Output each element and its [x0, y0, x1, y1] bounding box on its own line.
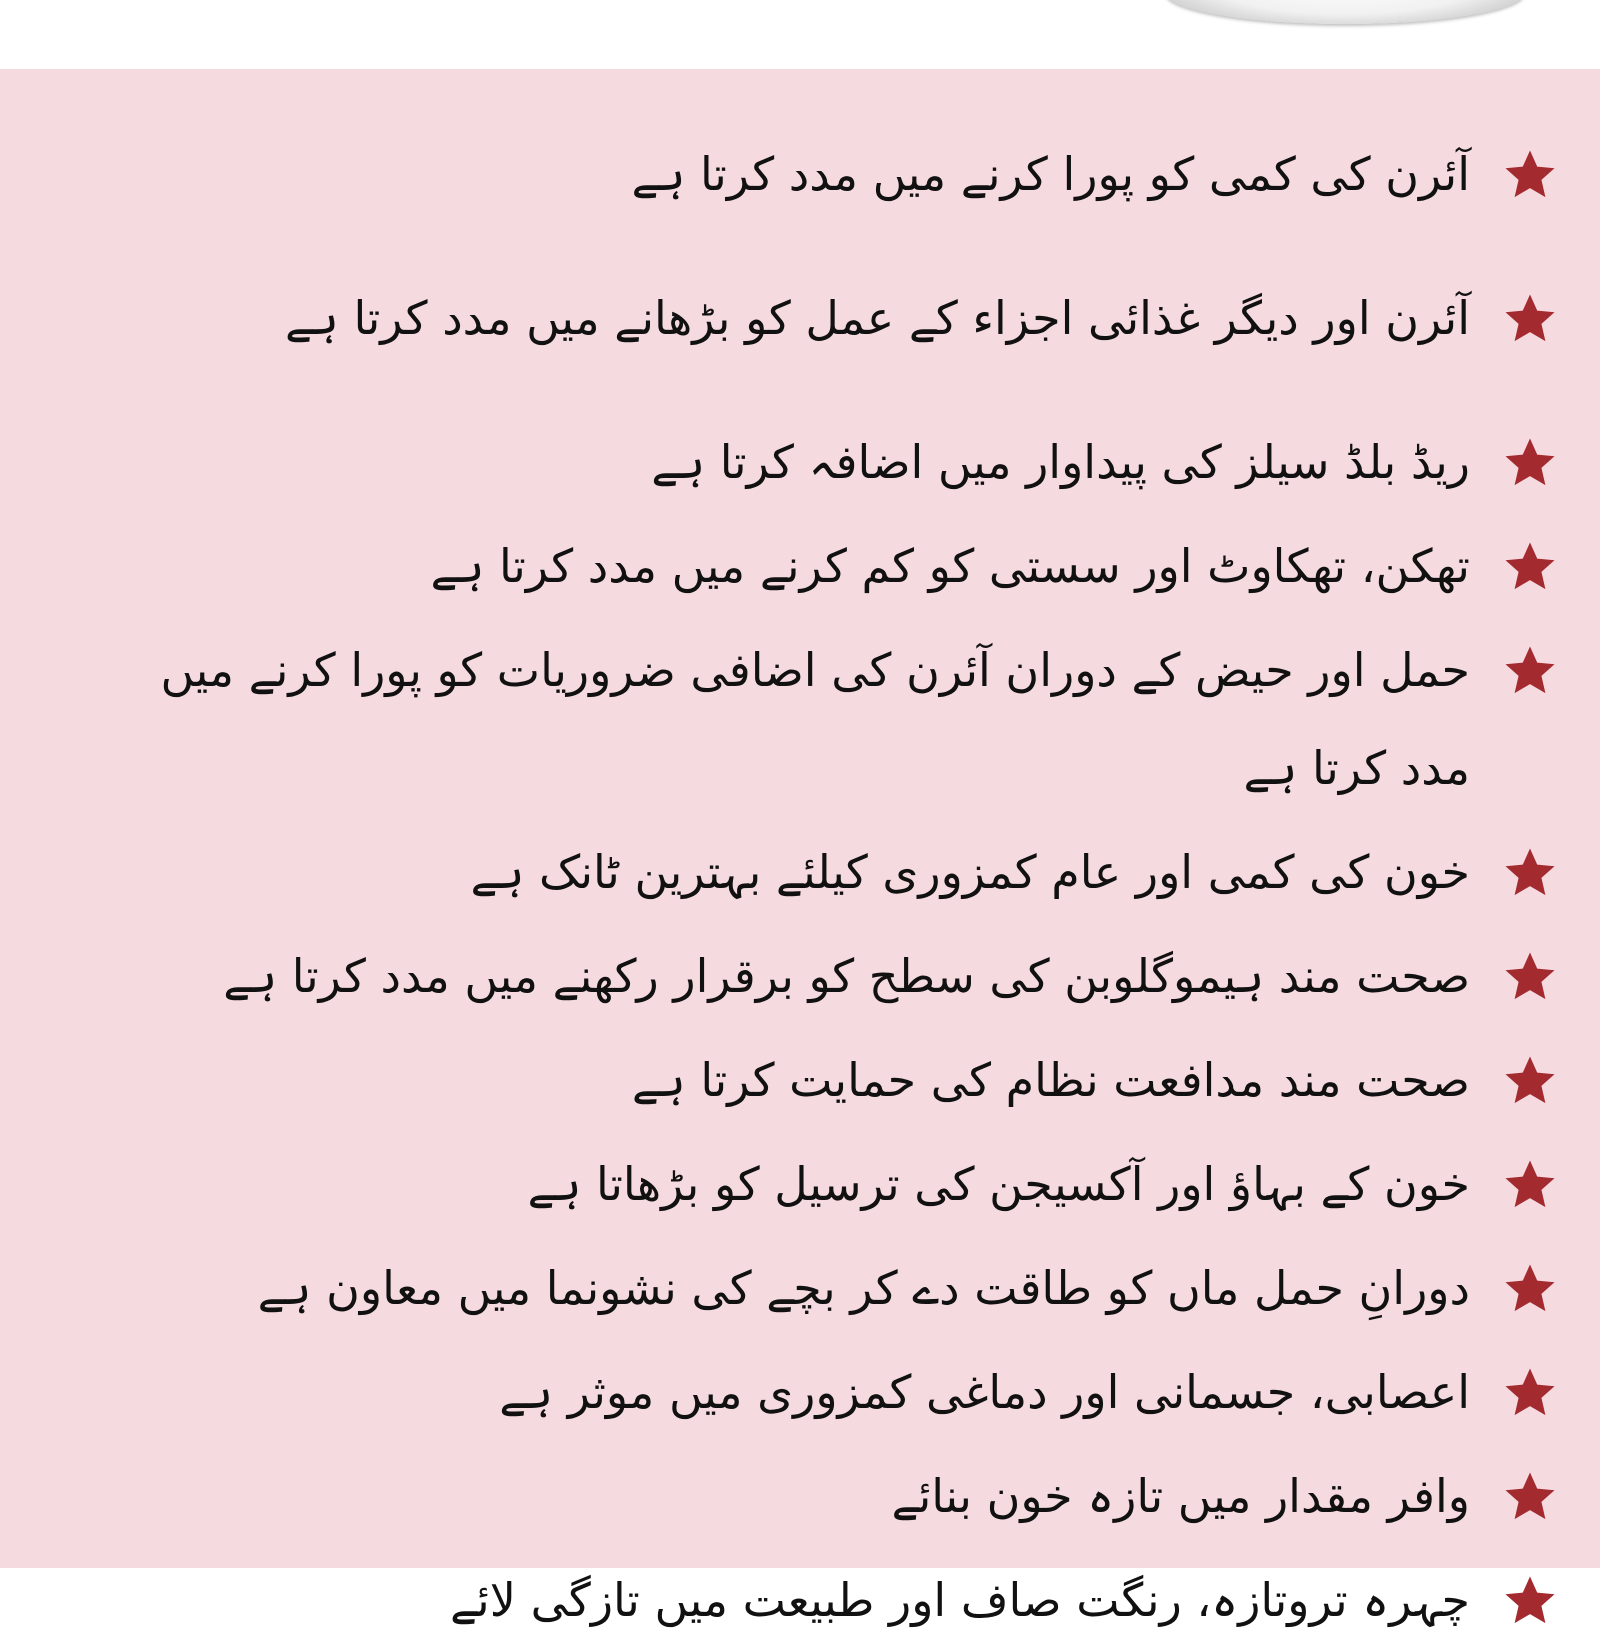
list-item — [0, 1551, 1600, 1649]
star-icon — [1502, 1261, 1558, 1317]
benefit-text: حمل اور حیض کے دوران آئرن کی اضافی ضروریات کو پورا کرنے میں مدد کرتا ہے — [160, 643, 1470, 795]
benefits-panel — [0, 69, 1600, 1627]
list-item — [0, 1239, 1600, 1337]
benefits-list — [0, 69, 1600, 1649]
star-icon — [1502, 1469, 1558, 1525]
star-icon — [1502, 949, 1558, 1005]
star-icon — [1502, 1053, 1558, 1109]
benefit-text: ریڈ بلڈ سیلز کی پیداوار میں اضافہ کرتا ہے — [651, 435, 1470, 489]
benefit-text: آئرن کی کمی کو پورا کرنے میں مدد کرتا ہے — [631, 147, 1470, 201]
list-item — [0, 621, 1600, 817]
list-item — [0, 1447, 1600, 1545]
list-item — [0, 823, 1600, 921]
star-icon — [1502, 643, 1558, 699]
list-item — [0, 413, 1600, 511]
benefit-text: تھکن، تھکاوٹ اور سستی کو کم کرنے میں مدد کرتا ہے — [430, 539, 1470, 593]
benefit-text: وافر مقدار میں تازہ خون بنائے — [891, 1469, 1470, 1523]
star-icon — [1502, 435, 1558, 491]
star-icon — [1502, 539, 1558, 595]
list-item — [0, 517, 1600, 615]
benefit-text: اعصابی، جسمانی اور دماغی کمزوری میں موثر ہے — [499, 1365, 1470, 1419]
benefit-text: صحت مند مدافعت نظام کی حمایت کرتا ہے — [631, 1053, 1470, 1107]
star-icon — [1502, 845, 1558, 901]
list-item — [0, 125, 1600, 223]
header-image-area — [0, 0, 1600, 69]
list-item — [0, 1031, 1600, 1129]
benefit-text: دورانِ حمل ماں کو طاقت دے کر بچے کی نشونما میں معاون ہے — [257, 1261, 1470, 1315]
list-item — [0, 269, 1600, 367]
star-icon — [1502, 1573, 1558, 1629]
list-item — [0, 927, 1600, 1025]
star-icon — [1502, 147, 1558, 203]
benefit-text: خون کی کمی اور عام کمزوری کیلئے بہترین ٹانک ہے — [470, 845, 1470, 899]
benefit-text: صحت مند ہیموگلوبن کی سطح کو برقرار رکھنے میں مدد کرتا ہے — [223, 949, 1470, 1003]
benefit-text: خون کے بہاؤ اور آکسیجن کی ترسیل کو بڑھاتا ہے — [527, 1157, 1470, 1211]
star-icon — [1502, 291, 1558, 347]
benefit-text: چہرہ تروتازہ، رنگت صاف اور طبیعت میں تازگی لائے — [449, 1573, 1470, 1627]
benefit-text: آئرن اور دیگر غذائی اجزاء کے عمل کو بڑھانے میں مدد کرتا ہے — [284, 291, 1470, 345]
list-item — [0, 1135, 1600, 1233]
dish-image — [1165, 0, 1525, 24]
star-icon — [1502, 1157, 1558, 1213]
list-item — [0, 1343, 1600, 1441]
star-icon — [1502, 1365, 1558, 1421]
